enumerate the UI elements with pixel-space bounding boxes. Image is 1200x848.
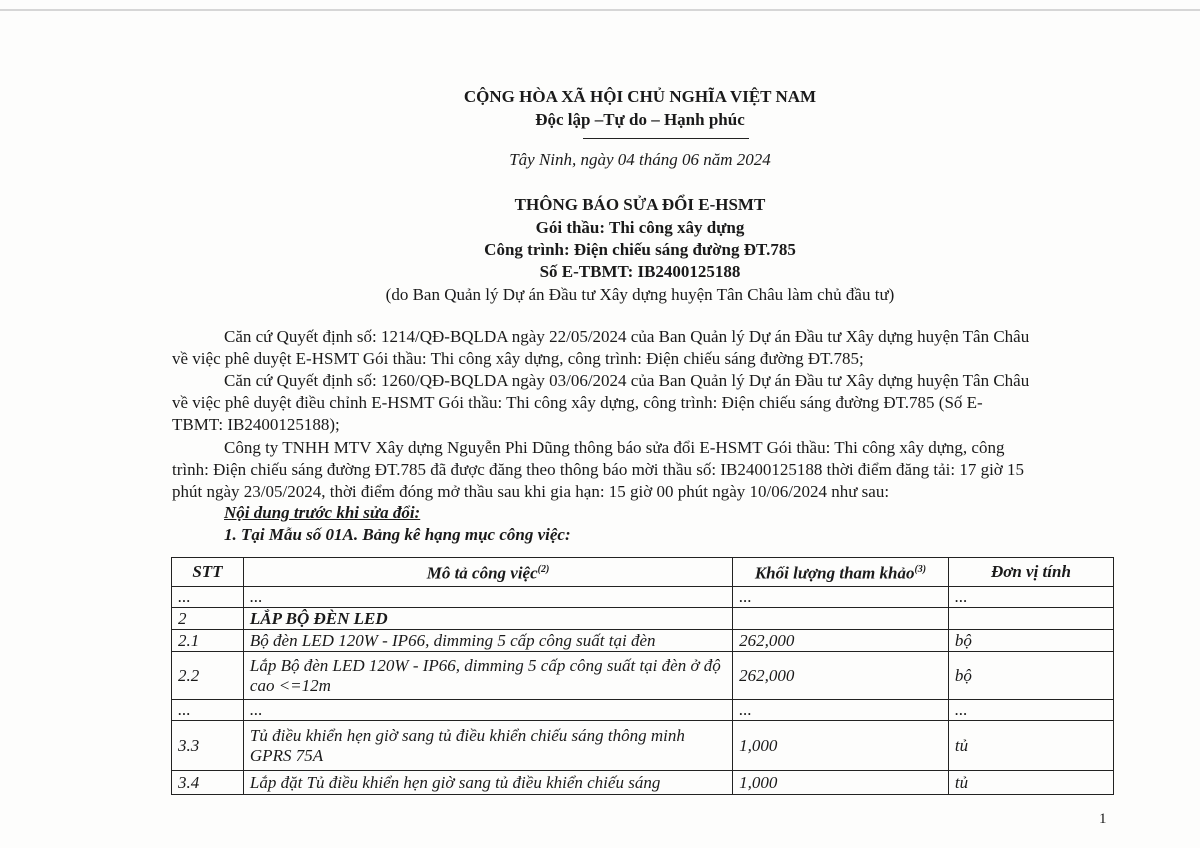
cell-unit: bộ bbox=[948, 630, 1113, 652]
cell-unit: ... bbox=[948, 587, 1113, 608]
cell-stt: 3.3 bbox=[172, 721, 244, 771]
tbmt-number: Số E-TBMT: IB2400125188 bbox=[539, 262, 741, 281]
work-items-table bbox=[171, 557, 1114, 795]
cell-stt: 3.4 bbox=[172, 771, 244, 795]
cell-description: LẮP BỘ ĐÈN LED bbox=[243, 608, 732, 630]
cell-quantity: 262,000 bbox=[733, 652, 949, 700]
cell-description: Lắp đặt Tủ điều khiển hẹn giờ sang tủ điều khiển chiếu sáng bbox=[243, 771, 732, 795]
header-quantity bbox=[733, 558, 949, 587]
table-row bbox=[172, 630, 1114, 652]
package-name: Gói thầu: Thi công xây dựng bbox=[535, 218, 745, 237]
cell-stt: ... bbox=[172, 587, 244, 608]
cell-quantity: 1,000 bbox=[733, 771, 949, 795]
cell-quantity: ... bbox=[733, 587, 949, 608]
cell-stt: ... bbox=[172, 700, 244, 721]
motto: Độc lập –Tự do – Hạnh phúc bbox=[535, 110, 745, 129]
motto-underline bbox=[583, 138, 749, 139]
header-stt: STT bbox=[172, 558, 244, 587]
cell-description: Lắp Bộ đèn LED 120W - IP66, dimming 5 cấp công suất tại đèn ở độ cao <=12m bbox=[243, 652, 732, 700]
cell-quantity: 1,000 bbox=[733, 721, 949, 771]
cell-description: ... bbox=[243, 700, 732, 721]
country-heading: CỘNG HÒA XÃ HỘI CHỦ NGHĨA VIỆT NAM bbox=[463, 87, 817, 106]
notice-title: THÔNG BÁO SỬA ĐỔI E-HSMT bbox=[514, 195, 766, 214]
cell-stt: 2 bbox=[172, 608, 244, 630]
header-description-label: Mô tả công việc bbox=[426, 563, 538, 583]
cell-stt: 2.2 bbox=[172, 652, 244, 700]
table-row bbox=[172, 771, 1114, 795]
header-description bbox=[243, 558, 732, 587]
cell-description: ... bbox=[243, 587, 732, 608]
cell-description: Tủ điều khiển hẹn giờ sang tủ điều khiển chiếu sáng thông minh GPRS 75A bbox=[243, 721, 732, 771]
table-header-row bbox=[172, 558, 1114, 587]
paragraph-2-line-1: Căn cứ Quyết định số: 1260/QĐ-BQLDA ngày 03/06/2024 của Ban Quản lý Dự án Đầu tư Xây dựng huyện Tân Châu bbox=[224, 371, 1030, 390]
table-row bbox=[172, 652, 1114, 700]
table-row bbox=[172, 608, 1114, 630]
paragraph-2-line-2: về việc phê duyệt điều chỉnh E-HSMT Gói thầu: Thi công xây dựng, công trình: Điện chiếu sáng đường ĐT.785 (Số E- bbox=[172, 393, 983, 412]
place-date: Tây Ninh, ngày 04 tháng 06 năm 2024 bbox=[509, 150, 771, 169]
paragraph-1-line-1: Căn cứ Quyết định số: 1214/QĐ-BQLDA ngày 22/05/2024 của Ban Quản lý Dự án Đầu tư Xây dựng huyện Tân Châu bbox=[224, 327, 1030, 346]
cell-quantity bbox=[733, 608, 949, 630]
section-heading: Nội dung trước khi sửa đổi: bbox=[224, 503, 421, 522]
paragraph-2-line-3: TBMT: IB2400125188); bbox=[172, 415, 340, 434]
cell-quantity: 262,000 bbox=[733, 630, 949, 652]
investor-note: (do Ban Quản lý Dự án Đầu tư Xây dựng huyện Tân Châu làm chủ đầu tư) bbox=[385, 285, 895, 304]
header-quantity-label: Khối lượng tham khảo bbox=[754, 563, 915, 583]
cell-unit: bộ bbox=[948, 652, 1113, 700]
header-description-sup: (2) bbox=[537, 564, 550, 576]
cell-unit: tủ bbox=[948, 721, 1113, 771]
project-name: Công trình: Điện chiếu sáng đường ĐT.785 bbox=[484, 240, 796, 259]
scan-edge-line bbox=[0, 9, 1200, 11]
header-quantity-sup: (3) bbox=[914, 564, 927, 576]
paragraph-1-line-2: về việc phê duyệt E-HSMT Gói thầu: Thi công xây dựng, công trình: Điện chiếu sáng đường ĐT.785; bbox=[172, 349, 864, 368]
table-row bbox=[172, 587, 1114, 608]
cell-unit bbox=[948, 608, 1113, 630]
subsection-heading: 1. Tại Mẫu số 01A. Bảng kê hạng mục công việc: bbox=[224, 525, 571, 544]
table-row bbox=[172, 721, 1114, 771]
paragraph-3-line-2: trình: Điện chiếu sáng đường ĐT.785 đã được đăng theo thông báo mời thầu số: IB2400125188 thời điểm đăng tải: 17 giờ 15 bbox=[172, 460, 1025, 479]
paragraph-3-line-3: phút ngày 23/05/2024, thời điểm đóng mở thầu sau khi gia hạn: 15 giờ 00 phút ngày 10/06/2024 như sau: bbox=[172, 482, 890, 501]
cell-unit: ... bbox=[948, 700, 1113, 721]
table-row bbox=[172, 700, 1114, 721]
cell-stt: 2.1 bbox=[172, 630, 244, 652]
cell-description: Bộ đèn LED 120W - IP66, dimming 5 cấp công suất tại đèn bbox=[243, 630, 732, 652]
page-number: 1 bbox=[1099, 811, 1107, 827]
header-unit: Đơn vị tính bbox=[948, 558, 1113, 587]
cell-unit: tủ bbox=[948, 771, 1113, 795]
paragraph-3-line-1: Công ty TNHH MTV Xây dựng Nguyễn Phi Dũng thông báo sửa đổi E-HSMT Gói thầu: Thi công xây dựng, công bbox=[224, 438, 1005, 457]
cell-quantity: ... bbox=[733, 700, 949, 721]
